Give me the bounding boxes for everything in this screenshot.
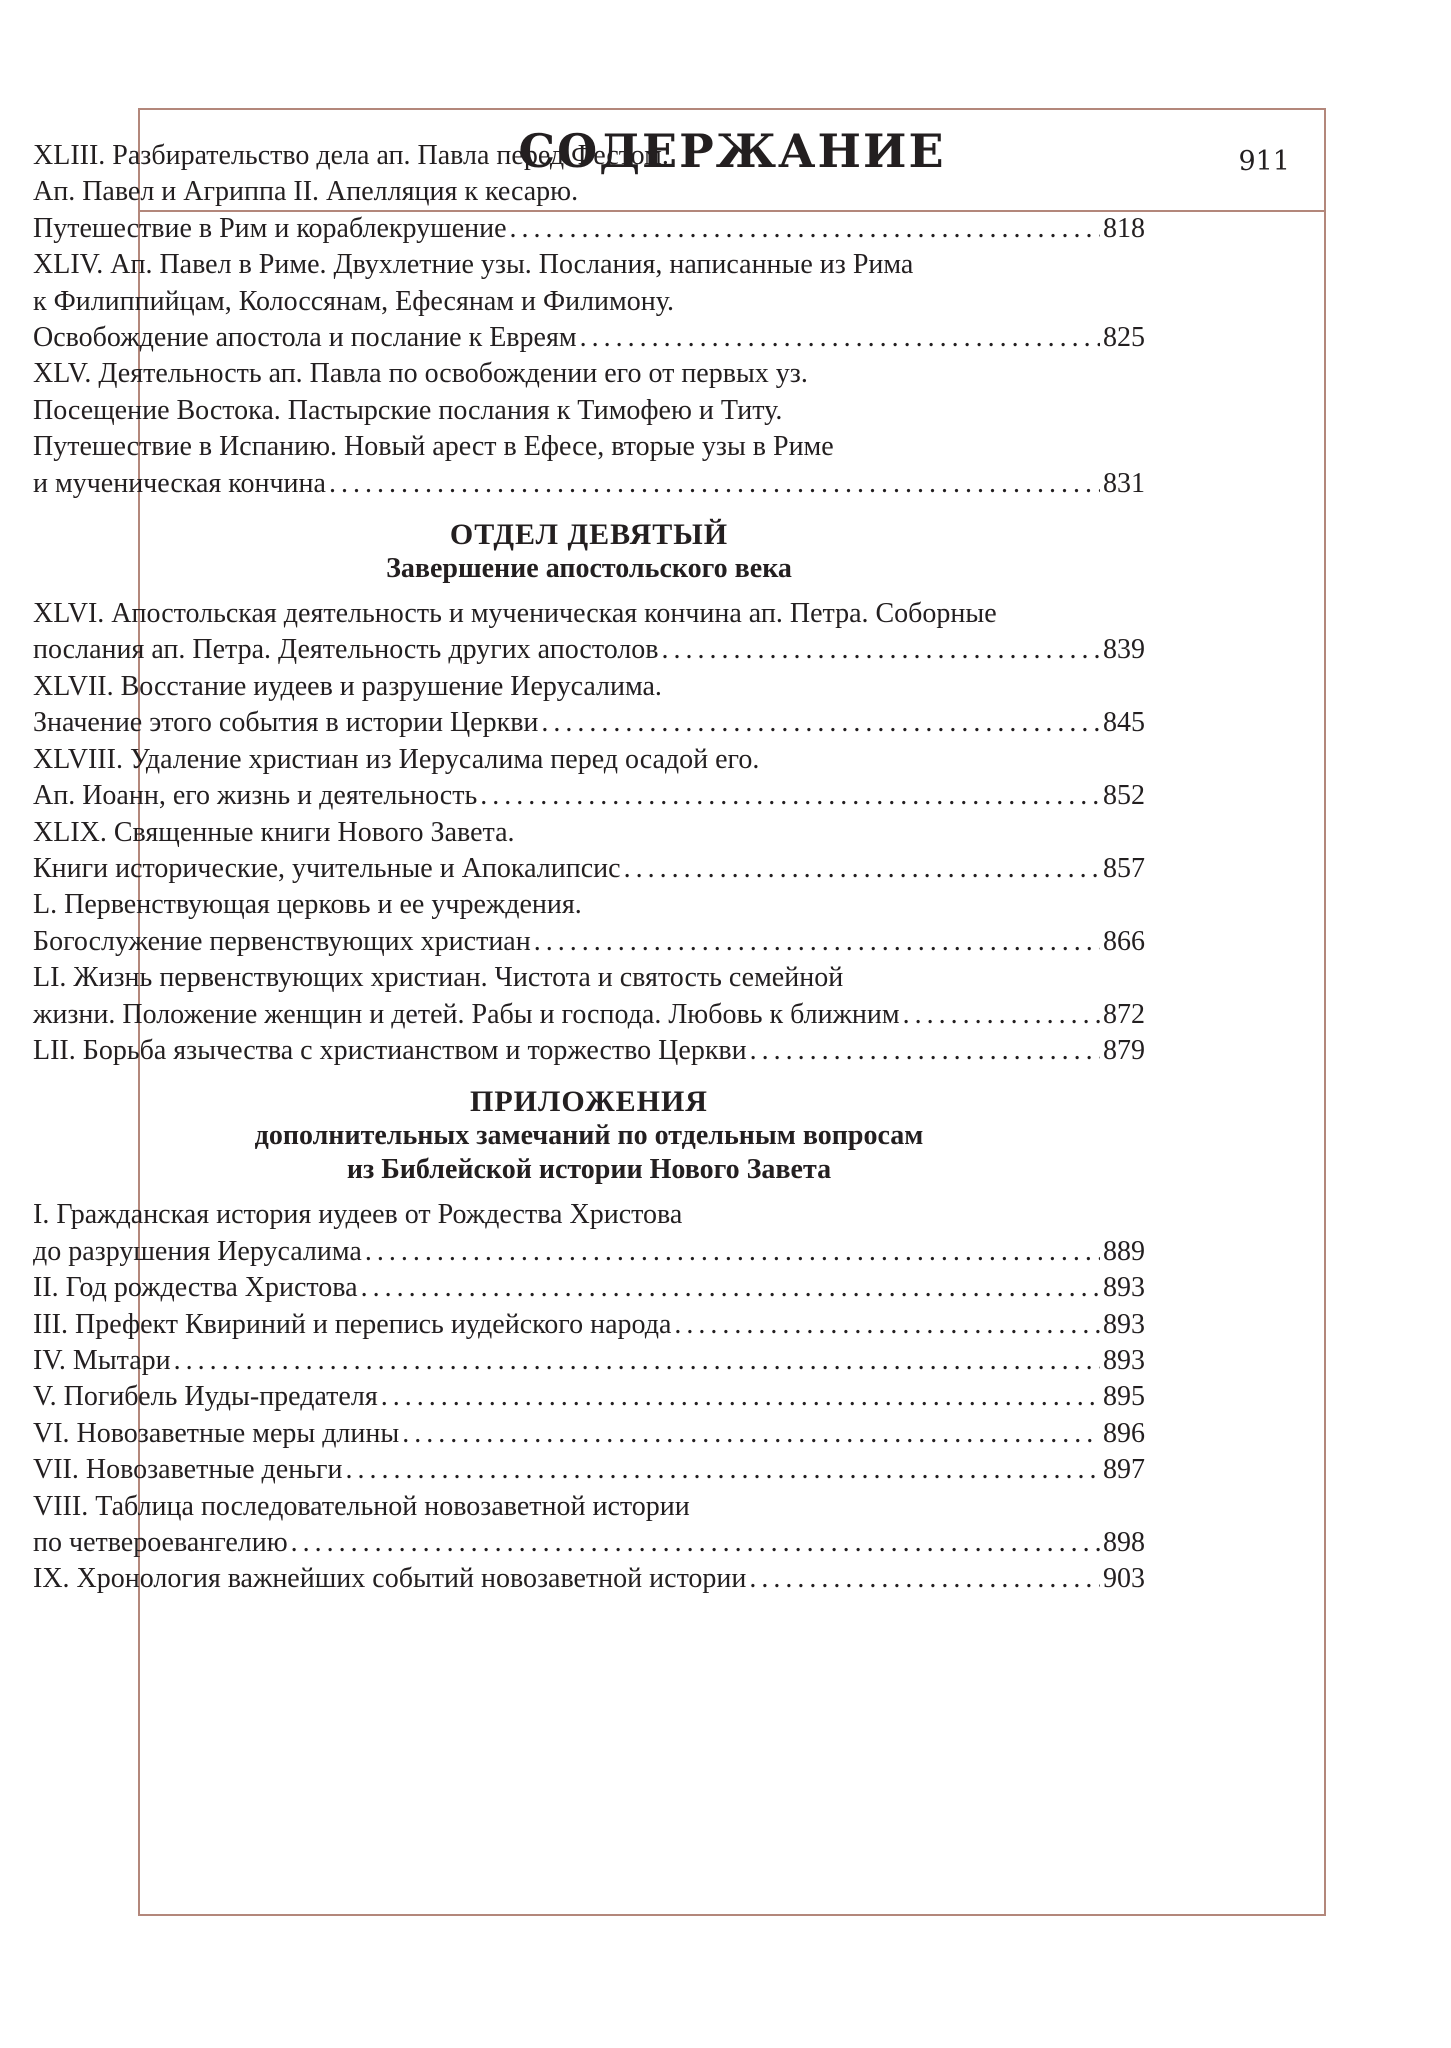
appendix-title: ПРИЛОЖЕНИЯ [470,1085,708,1119]
toc-entry-page: 872 [1103,998,1145,1030]
toc-entry-line: XLIV. Ап. Павел в Риме. Двухлетние узы. Послания, написанные из Рима [33,249,914,281]
toc-entry-last-line [33,466,1145,502]
toc-entry-last-line [33,778,1145,814]
toc-entry-line: L. Первенствующая церковь и ее учреждения. [33,889,582,921]
toc-entry-line: VIII. Таблица последовательной новозаветной истории [33,1490,690,1522]
toc-entry-text: VII. Новозаветные деньги [33,1454,343,1486]
dot-leader [903,997,1100,1033]
dot-leader [674,1307,1100,1343]
section-9-heading [33,518,1145,586]
dot-leader [174,1343,1100,1379]
toc-entry-last-line [33,924,1145,960]
toc-entry[interactable] [33,1307,1145,1343]
section-9-list [33,596,1145,1069]
toc-entry-text: IV. Мытари [33,1344,171,1376]
toc-entry-page: 879 [1103,1034,1145,1066]
toc-entry-text: по четвероевангелию [33,1527,288,1558]
toc-entry-line: Ап. Павел и Агриппа II. Апелляция к кесарю. [33,176,579,208]
toc-entry-page: 857 [1103,852,1145,884]
toc-entry-line: XLIX. Священные книги Нового Завета. [33,816,515,848]
toc-entry-line: I. Гражданская история иудеев от Рождества Христова [33,1199,683,1231]
toc-entry-line: XLVI. Апостольская деятельность и мученическая кончина ап. Петра. Соборные [33,598,997,630]
dot-leader [329,466,1100,502]
dot-leader [750,1033,1100,1069]
toc-entry-last-line [33,211,1145,247]
appendix-list [33,1197,1145,1597]
dot-leader [402,1416,1100,1452]
toc-entry-text: VI. Новозаветные меры длины [33,1417,400,1449]
toc-entry-last-line [33,1561,1145,1597]
toc-entry[interactable] [33,1343,1145,1379]
page-title: СОДЕРЖАНИЕ [518,124,946,178]
toc-entry-text: послания ап. Петра. Деятельность других апостолов [33,634,659,666]
toc-entry[interactable] [33,138,1145,247]
toc-entry[interactable] [33,1033,1145,1069]
dot-leader [749,1561,1100,1597]
toc-entry-last-line [33,1525,1145,1561]
toc-entry-page: 893 [1103,1344,1145,1376]
toc-entry-last-line [33,851,1145,887]
toc-entry-page: 896 [1103,1417,1145,1449]
dot-leader [480,778,1100,814]
toc-entry-line: LI. Жизнь первенствующих христиан. Чистота и святость семейной [33,962,844,994]
toc-entry-last-line [33,997,1145,1033]
appendix-heading [33,1085,1145,1187]
toc-entry-last-line [33,632,1145,668]
toc-entry-last-line [33,320,1145,356]
appendix-subtitle-1: дополнительных замечаний по отдельным вопросам [254,1120,924,1152]
toc-entry-page: 889 [1103,1235,1145,1267]
toc-entry-page: 866 [1103,925,1145,957]
toc-entry-page: 893 [1103,1308,1145,1340]
toc-entry-last-line [33,705,1145,741]
toc-entry[interactable] [33,669,1145,742]
toc-entry-last-line [33,1033,1145,1069]
toc-entry-page: 845 [1103,707,1145,739]
toc-entry[interactable] [33,960,1145,1033]
toc-entry[interactable] [33,1452,1145,1488]
toc-entry-page: 839 [1103,634,1145,666]
toc-entry-line: XLVIII. Удаление христиан из Иерусалима перед осадой его. [33,743,760,775]
toc-entry-last-line [33,1343,1145,1379]
toc-entry-text: III. Префект Квириний и перепись иудейского народа [33,1308,672,1340]
toc-entry[interactable] [33,1379,1145,1415]
toc-entry-line: Посещение Востока. Пастырские послания к Тимофею и Титу. [33,394,783,426]
section-9-title: ОТДЕЛ ДЕВЯТЫЙ [449,518,729,552]
dot-leader [291,1525,1100,1561]
dot-leader [662,632,1100,668]
toc-entry-text: Книги исторические, учительные и Апокалипсис [33,852,621,884]
toc-entry[interactable] [33,1489,1145,1562]
toc-entry-page: 898 [1103,1527,1145,1558]
toc-entry-line: к Филиппийцам, Колоссянам, Ефесянам и Филимону. [33,285,674,317]
dot-leader [580,320,1100,356]
toc-entry[interactable] [33,356,1145,502]
toc-entry-text: Путешествие в Рим и кораблекрушение [33,212,507,244]
toc-entry-page: 903 [1103,1563,1145,1595]
toc-entry[interactable] [33,1416,1145,1452]
toc-entry-page: 818 [1103,212,1145,244]
toc-entry-last-line [33,1452,1145,1488]
toc-entry-last-line [33,1379,1145,1415]
toc-entry-page: 895 [1103,1381,1145,1413]
toc-entry-text: до разрушения Иерусалима [33,1235,362,1267]
toc-entry[interactable] [33,1197,1145,1270]
toc-entry-text: и мученическая кончина [33,467,326,499]
toc-entry[interactable] [33,247,1145,356]
dot-leader [624,851,1100,887]
dot-leader [365,1234,1100,1270]
toc-top-list [33,138,1145,502]
toc-entry-text: II. Год рождества Христова [33,1272,358,1304]
dot-leader [541,705,1100,741]
toc-entry-text: Значение этого события в истории Церкви [33,707,539,739]
toc-entry[interactable] [33,1270,1145,1306]
toc-entry[interactable] [33,1561,1145,1597]
toc-entry-line: XLIII. Разбирательство дела ап. Павла перед Фестом. [33,140,669,171]
toc-entry-line: XLVII. Восстание иудеев и разрушение Иерусалима. [33,670,662,702]
section-9-subtitle: Завершение апостольского века [386,553,792,585]
toc-entry-page: 831 [1103,467,1145,499]
toc-entry-page: 897 [1103,1454,1145,1486]
toc-entry-page: 893 [1103,1272,1145,1304]
toc-entry[interactable] [33,742,1145,815]
toc-entry-text: IX. Хронология важнейших событий новозаветной истории [33,1563,747,1595]
toc-entry-line: Путешествие в Испанию. Новый арест в Ефесе, вторые узы в Риме [33,431,834,463]
dot-leader [345,1452,1100,1488]
toc-entry-text: Богослужение первенствующих христиан [33,925,531,957]
toc-content [33,138,1145,1598]
page-number: 911 [1238,146,1290,177]
toc-entry[interactable] [33,815,1145,888]
appendix-subtitle-2: из Библейской истории Нового Завета [346,1154,832,1186]
dot-leader [381,1379,1100,1415]
toc-entry-last-line [33,1270,1145,1306]
toc-entry-text: LII. Борьба язычества с христианством и торжество Церкви [33,1034,747,1066]
toc-entry-line: XLV. Деятельность ап. Павла по освобождении его от первых уз. [33,358,808,390]
toc-entry-last-line [33,1234,1145,1270]
dot-leader [534,924,1100,960]
toc-entry-last-line [33,1307,1145,1343]
toc-entry-last-line [33,1416,1145,1452]
toc-entry-page: 825 [1103,322,1145,354]
dot-leader [361,1270,1100,1306]
dot-leader [510,211,1100,247]
toc-entry-text: жизни. Положение женщин и детей. Рабы и господа. Любовь к ближним [33,998,900,1030]
toc-entry[interactable] [33,596,1145,669]
toc-entry[interactable] [33,887,1145,960]
toc-entry-text: V. Погибель Иуды-предателя [33,1381,378,1413]
toc-entry-page: 852 [1103,780,1145,812]
toc-entry-text: Освобождение апостола и послание к Евреям [33,322,577,354]
toc-entry-text: Ап. Иоанн, его жизнь и деятельность [33,780,478,812]
